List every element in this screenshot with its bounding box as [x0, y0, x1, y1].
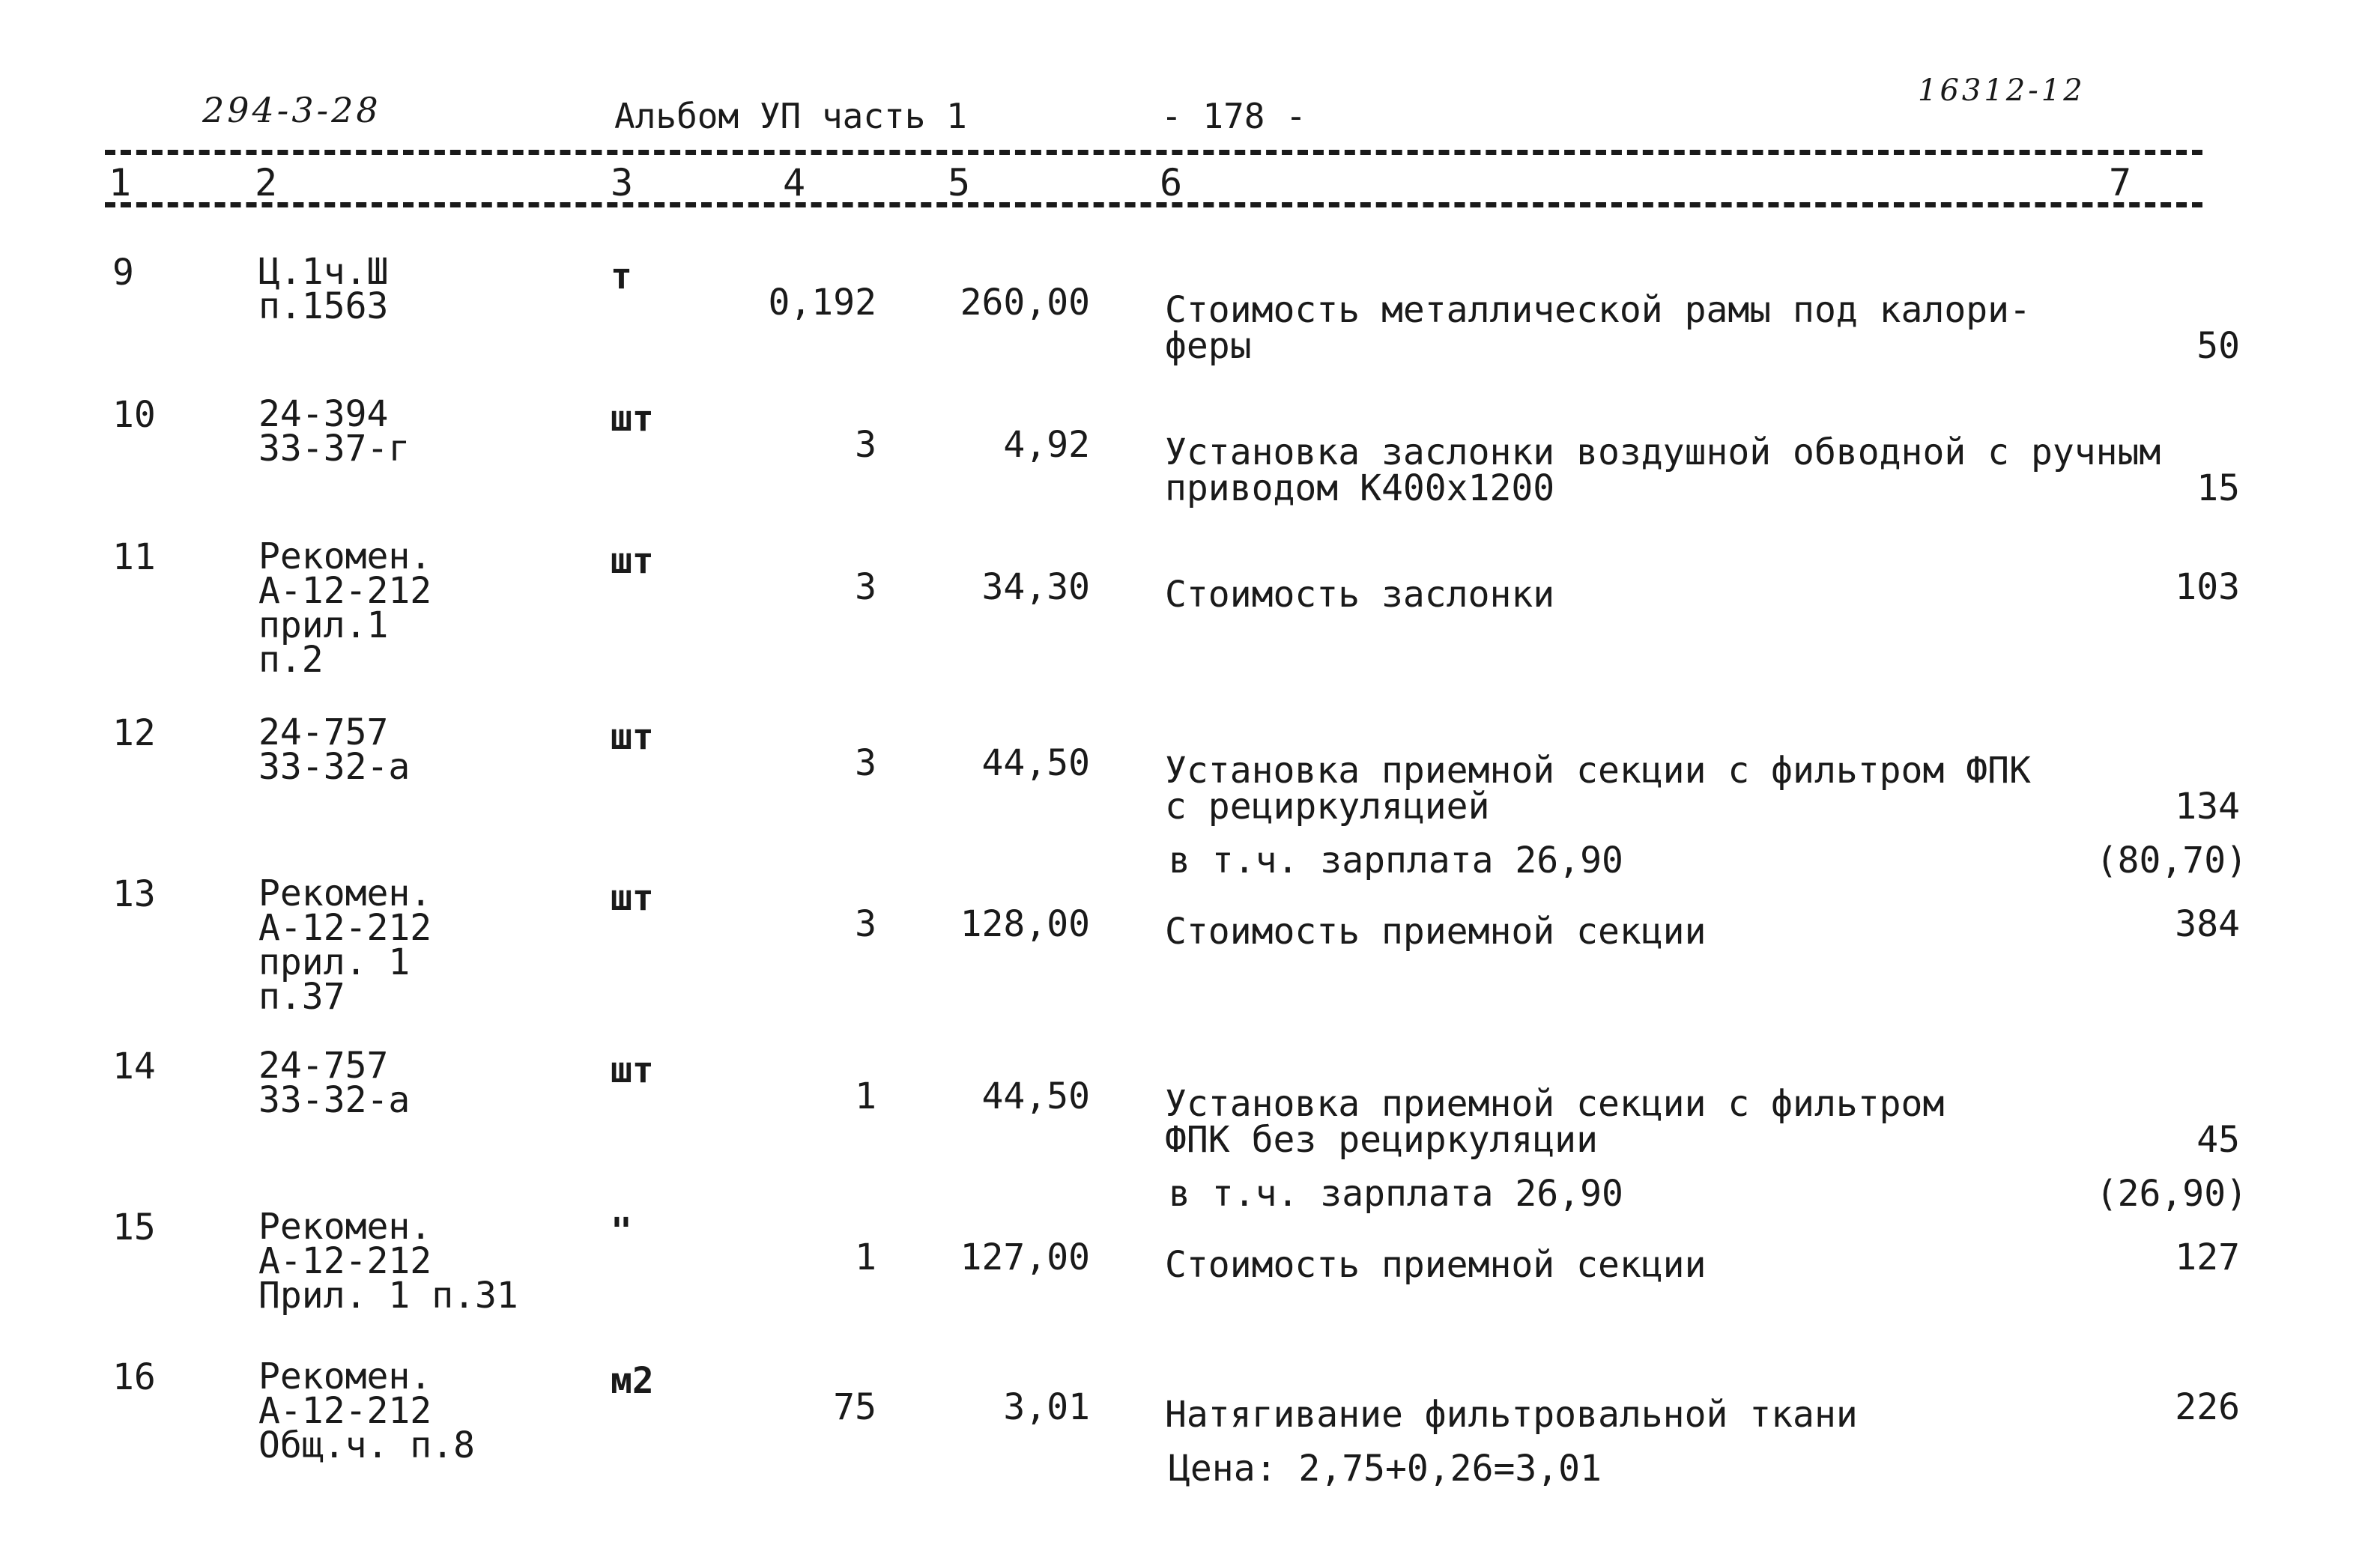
- col-header-3: 3: [611, 161, 634, 204]
- quantity-cell: 3: [855, 566, 876, 608]
- price-cell: 44,50: [981, 742, 1090, 784]
- row-number: 15: [112, 1207, 156, 1248]
- price-cell: 127,00: [960, 1236, 1090, 1278]
- total-cell: 134: [2175, 786, 2240, 828]
- page-number: - 178 -: [1161, 96, 1306, 136]
- quantity-cell: 1: [855, 1236, 876, 1278]
- row-number: 13: [112, 873, 156, 915]
- price-cell: 3,01: [1003, 1386, 1090, 1428]
- header-bottom-rule: [105, 202, 2202, 207]
- reference-cell: Рекомен. А-12-212 прил. 1 п.37: [258, 872, 432, 1018]
- unit-cell: шт: [611, 540, 654, 582]
- row-number: 10: [112, 394, 156, 436]
- unit-cell: шт: [611, 877, 654, 919]
- row-number: 16: [112, 1356, 156, 1398]
- quantity-cell: 0,192: [768, 282, 876, 324]
- note-total-cell: (26,90): [2095, 1173, 2247, 1215]
- header-top-rule: [105, 150, 2202, 155]
- document-code: 294-3-28: [202, 90, 381, 130]
- note-line: Цена: 2,75+0,26=3,01: [1169, 1448, 1602, 1490]
- album-label: Альбом УП часть 1: [614, 96, 967, 136]
- note-line: в т.ч. зарплата 26,90: [1169, 1173, 1623, 1215]
- unit-cell: ": [611, 1210, 632, 1252]
- description-line: Натягивание фильтровальной ткани: [1165, 1394, 1858, 1436]
- description-line: с рециркуляцией: [1165, 786, 1490, 828]
- quantity-cell: 75: [833, 1386, 876, 1428]
- total-cell: 384: [2175, 903, 2240, 945]
- description-line: Установка приемной секции с фильтром ФПК: [1165, 750, 2031, 792]
- row-number: 11: [112, 536, 156, 578]
- col-header-6: 6: [1160, 161, 1183, 204]
- note-line: в т.ч. зарплата 26,90: [1169, 840, 1623, 881]
- description-line: Установка приемной секции с фильтром: [1165, 1083, 1945, 1125]
- price-cell: 4,92: [1003, 424, 1090, 466]
- total-cell: 45: [2196, 1119, 2240, 1161]
- price-cell: 260,00: [960, 282, 1090, 324]
- reference-cell: Рекомен. А-12-212 прил.1 п.2: [258, 535, 432, 681]
- description-line: ФПК без рециркуляции: [1165, 1119, 1598, 1161]
- total-cell: 226: [2175, 1386, 2240, 1428]
- col-header-5: 5: [948, 161, 971, 204]
- note-total-cell: (80,70): [2095, 840, 2247, 881]
- row-number: 12: [112, 712, 156, 754]
- description-line: Стоимость металлической рамы под калори-: [1165, 289, 2031, 331]
- unit-cell: шт: [611, 398, 654, 440]
- description-line: Стоимость приемной секции: [1165, 1244, 1707, 1286]
- quantity-cell: 3: [855, 424, 876, 466]
- total-cell: 103: [2175, 566, 2240, 608]
- unit-cell: шт: [611, 716, 654, 758]
- row-number: 9: [112, 252, 134, 294]
- unit-cell: м2: [611, 1360, 654, 1402]
- unit-cell: т: [611, 255, 632, 297]
- total-cell: 15: [2196, 467, 2240, 509]
- col-header-2: 2: [255, 161, 278, 204]
- quantity-cell: 3: [855, 742, 876, 784]
- reference-cell: Ц.1ч.Ш п.1563: [258, 251, 389, 327]
- total-cell: 127: [2175, 1236, 2240, 1278]
- col-header-4: 4: [783, 161, 806, 204]
- col-header-1: 1: [109, 161, 132, 204]
- description-line: феры: [1165, 325, 1252, 367]
- price-cell: 44,50: [981, 1075, 1090, 1117]
- description-line: Установка заслонки воздушной обводной с ручным: [1165, 431, 2161, 473]
- description-line: Стоимость заслонки: [1165, 574, 1555, 616]
- row-number: 14: [112, 1045, 156, 1087]
- description-line: приводом К400х1200: [1165, 467, 1555, 509]
- quantity-cell: 1: [855, 1075, 876, 1117]
- reference-cell: 24-757 33-32-а: [258, 1045, 411, 1121]
- total-cell: 50: [2196, 325, 2240, 367]
- price-cell: 34,30: [981, 566, 1090, 608]
- reference-cell: 24-394 33-37-г: [258, 393, 411, 470]
- price-cell: 128,00: [960, 903, 1090, 945]
- reference-cell: Рекомен. А-12-212 Общ.ч. п.8: [258, 1356, 475, 1466]
- quantity-cell: 3: [855, 903, 876, 945]
- inventory-number: 16312-12: [1918, 73, 2086, 108]
- col-header-7: 7: [2109, 161, 2132, 204]
- description-line: Стоимость приемной секции: [1165, 911, 1707, 953]
- reference-cell: 24-757 33-32-а: [258, 711, 411, 788]
- unit-cell: шт: [611, 1049, 654, 1091]
- reference-cell: Рекомен. А-12-212 Прил. 1 п.31: [258, 1206, 518, 1317]
